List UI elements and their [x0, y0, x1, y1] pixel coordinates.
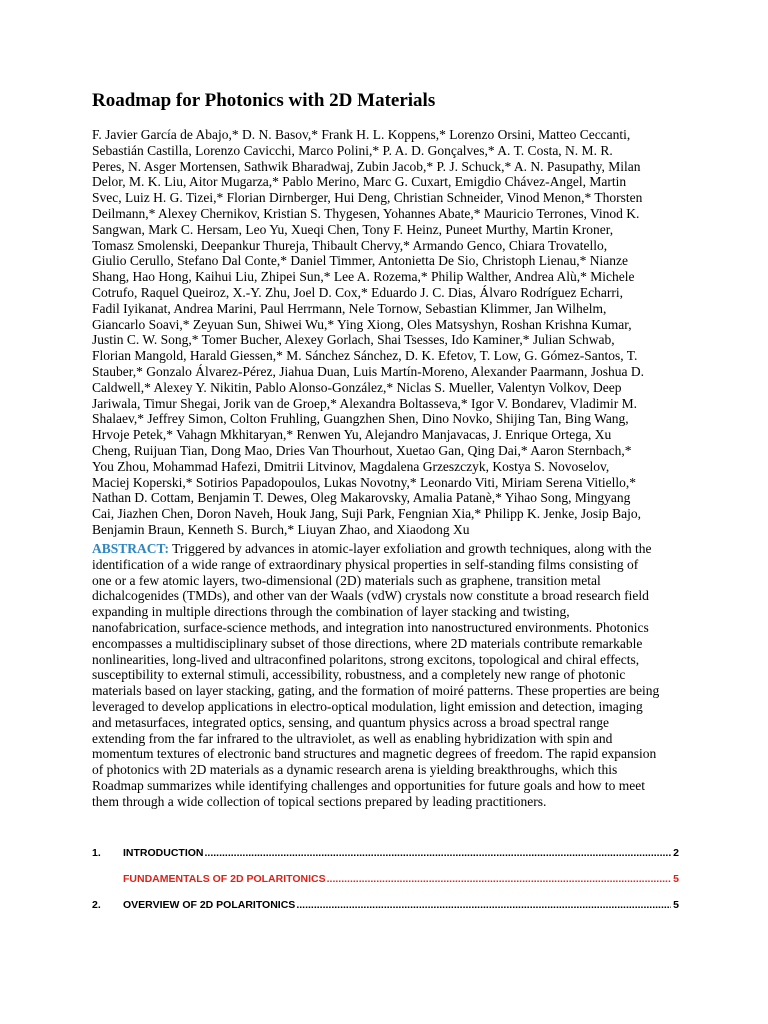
- abstract-line: susceptibility to external stimuli, accessibility, robustness, and a completely new range of photonic: [92, 667, 626, 683]
- author-line: Giancarlo Soavi,* Zeyuan Sun, Shiwei Wu,* Ying Xiong, Oles Matsyshyn, Roshan Krishna Kumar,: [92, 316, 632, 332]
- toc-entry-title: FUNDAMENTALS OF 2D POLARITONICS: [123, 873, 326, 885]
- author-line: Hrvoje Petek,* Vahagn Mkhitaryan,* Renwen Yu, Alejandro Manjavacas, J. Enrique Ortega, Xu: [92, 427, 612, 443]
- author-line: Giulio Cerullo, Stefano Dal Conte,* Daniel Timmer, Antonietta De Sio, Christoph Lienau,* Nianze: [92, 253, 629, 269]
- author-line: Cotrufo, Raquel Queiroz, X.-Y. Zhu, Joel D. Cox,* Eduardo J. C. Dias, Álvaro Rodríguez Echarri,: [92, 284, 624, 300]
- author-line: Jariwala, Timur Shegai, Jorik van de Groep,* Alexandra Boltasseva,* Igor V. Bondarev, Vladimir M.: [92, 395, 638, 411]
- toc-entry[interactable]: [92, 847, 679, 861]
- toc-entry-number: 2.: [92, 899, 101, 911]
- author-line: F. Javier García de Abajo,* D. N. Basov,* Frank H. L. Koppens,* Lorenzo Orsini, Matteo Ceccanti,: [92, 127, 631, 142]
- table-of-contents: [92, 847, 679, 925]
- author-line: Deilmann,* Alexey Chernikov, Kristian S. Thygesen, Yohannes Abate,* Mauricio Terrones, Vinod K.: [92, 205, 640, 221]
- toc-entry-title: INTRODUCTION: [123, 847, 204, 859]
- author-line: You Zhou, Mohammad Hafezi, Dmitrii Litvinov, Magdalena Grzeszczyk, Kostya S. Novoselov,: [92, 458, 610, 474]
- abstract-line: extending from the far infrared to the ultraviolet, as well as enabling hybridization with spin and: [92, 730, 613, 746]
- author-line: Sebastián Castilla, Lorenzo Cavicchi, Marco Polini,* P. A. D. Gonçalves,* A. T. Costa, N. M. R.: [92, 142, 613, 158]
- author-line: Stauber,* Gonzalo Álvarez-Pérez, Jiahua Duan, Luis Martín-Moreno, Alexander Paarmann, Joshua D.: [92, 363, 645, 379]
- abstract-line: materials based on layer stacking, gating, and the formation of moiré patterns. These properties are being: [92, 683, 660, 699]
- abstract-line: identification of a wide range of extraordinary physical properties in self-standing films consisting of: [92, 556, 639, 572]
- abstract-line: nonlinearities, long-lived and ultraconfined polaritons, strong excitons, topological and chiral effects,: [92, 651, 640, 667]
- author-list: [92, 127, 677, 538]
- abstract-first-line: [92, 541, 677, 557]
- author-line: Fadil Iyikanat, Andrea Marini, Paul Herrmann, Nele Tornow, Sebastian Klimmer, Jan Wilhelm,: [92, 300, 607, 316]
- abstract-line: Roadmap summarizes while identifying challenges and opportunities for future goals and how to meet: [92, 777, 645, 793]
- abstract-line: one or a few atomic layers, two-dimensional (2D) materials such as graphene, transition metal: [92, 572, 601, 588]
- author-line: Florian Mangold, Harald Giessen,* M. Sánchez Sánchez, D. K. Efetov, T. Low, G. Gómez-Santos, T.: [92, 348, 638, 364]
- abstract-body: [92, 557, 677, 810]
- author-line: Shang, Hao Hong, Kaihui Liu, Zhipei Sun,* Lee A. Rozema,* Philip Walther, Andrea Alù,* Michele: [92, 269, 635, 285]
- paper-title: Roadmap for Photonics with 2D Materials: [92, 90, 436, 111]
- toc-leader-dots: [295, 899, 671, 911]
- author-line: Sangwan, Mark C. Hersam, Leo Yu, Xueqi Chen, Tony F. Heinz, Puneet Murthy, Martin Kroner,: [92, 221, 614, 237]
- author-line: Justin C. W. Song,* Tomer Bucher, Alexey Gorlach, Shai Tsesses, Ido Kaminer,* Julian Schwab,: [92, 332, 615, 348]
- toc-leader-dots: [326, 873, 672, 885]
- abstract-line: of photonics with 2D materials as a dynamic research arena is yielding breakthroughs, which this: [92, 762, 618, 778]
- abstract-line: expanding in multiple directions through the combination of layer stacking and twisting,: [92, 604, 570, 620]
- toc-entry-number: 1.: [92, 847, 101, 859]
- toc-entry-page: 2: [673, 847, 679, 859]
- author-line: Cai, Jiazhen Chen, Doron Naveh, Houk Jang, Suji Park, Fengnian Xia,* Philipp K. Jenke, Josip Bajo,: [92, 506, 641, 522]
- author-line: Tomasz Smolenski, Deepankur Thureja, Thibault Chervy,* Armando Genco, Chiara Trovatello,: [92, 237, 608, 253]
- abstract-line: dichalcogenides (TMDs), and other van der Waals (vdW) crystals now constitute a broad research field: [92, 588, 649, 604]
- author-line: Svec, Luiz H. G. Tizei,* Florian Dirnberger, Hui Deng, Christian Schneider, Vinod Menon,* Thorsten: [92, 190, 643, 206]
- abstract-line: leveraged to develop applications in electro-optical modulation, light emission and detection, imaging: [92, 698, 643, 714]
- author-line: Nathan D. Cottam, Benjamin T. Dewes, Oleg Makarovsky, Amalia Patanè,* Yihao Song, Mingyang: [92, 490, 631, 506]
- toc-entry[interactable]: [92, 873, 679, 887]
- author-line: Maciej Koperski,* Sotirios Papadopoulos, Lukas Novotny,* Leonardo Viti, Miriam Serena Vitiello,*: [92, 474, 637, 490]
- abstract-line: encompasses a multidisciplinary subset of those directions, where 2D materials contribute remarkable: [92, 635, 643, 651]
- toc-entry[interactable]: [92, 899, 679, 913]
- abstract-line: and metasurfaces, integrated optics, sensing, and quantum physics across a broad spectral range: [92, 714, 609, 730]
- abstract-line: nanofabrication, surface-science methods, and integration into nanostructured environments. Photonics: [92, 619, 649, 635]
- toc-entry-page: 5: [673, 873, 679, 885]
- toc-entry-title: OVERVIEW OF 2D POLARITONICS: [123, 899, 296, 911]
- author-line: Delor, M. K. Liu, Aitor Mugarza,* Pablo Merino, Marc G. Cuxart, Emigdio Chávez-Angel, Martin: [92, 174, 627, 190]
- abstract-first-line-text: Triggered by advances in atomic-layer exfoliation and growth techniques, along with the: [169, 541, 652, 556]
- abstract-line: momentum textures of electronic band structures and magnetic degrees of freedom. The rapid expansion: [92, 746, 657, 762]
- author-line: Cheng, Ruijuan Tian, Dong Mao, Dries Van Thourhout, Xuetao Gan, Qing Dai,* Aaron Sternbach,*: [92, 442, 632, 458]
- abstract-line: them through a wide collection of topical sections prepared by leading practitioners.: [92, 793, 547, 809]
- author-line: Shalaev,* Jeffrey Simon, Colton Fruhling, Guangzhen Shen, Dino Novko, Shijing Tan, Bing Wang,: [92, 411, 629, 427]
- author-line: Caldwell,* Alexey Y. Nikitin, Pablo Alonso-González,* Niclas S. Mueller, Valentyn Volkov, Deep: [92, 379, 622, 395]
- author-line: Benjamin Braun, Kenneth S. Burch,* Liuyan Zhao, and Xiaodong Xu: [92, 521, 470, 537]
- author-line: Peres, N. Asger Mortensen, Sathwik Bharadwaj, Zubin Jacob,* P. J. Schuck,* A. N. Pasupathy, Milan: [92, 158, 641, 174]
- toc-leader-dots: [204, 847, 672, 859]
- abstract-label: ABSTRACT:: [92, 541, 170, 556]
- abstract: [92, 541, 677, 810]
- toc-entry-page: 5: [673, 899, 679, 911]
